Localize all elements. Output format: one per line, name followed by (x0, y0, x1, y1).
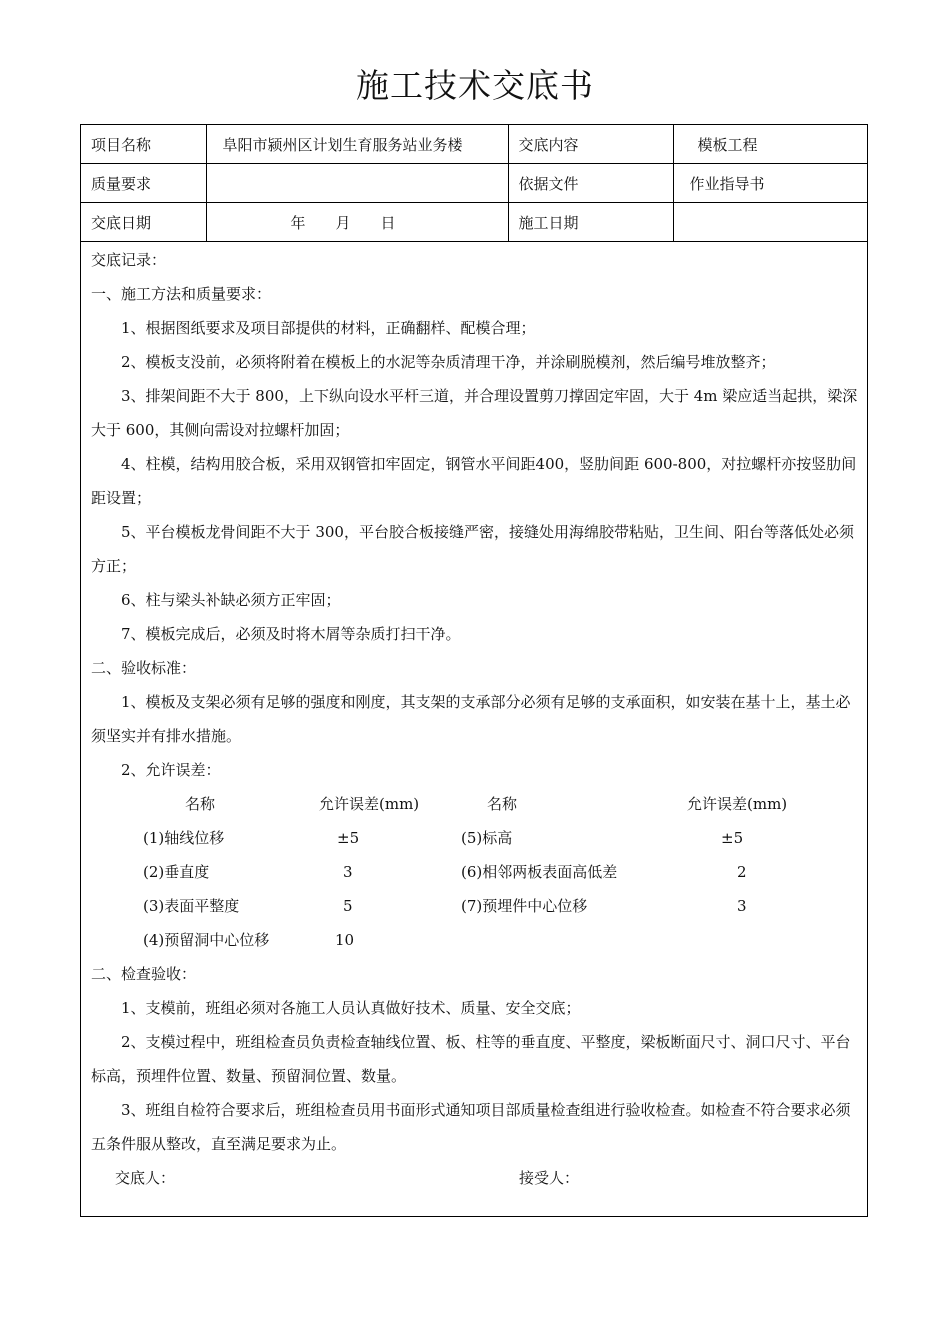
tolerance-col-name: 名称 (185, 795, 216, 813)
section1-item: 4、柱模，结构用胶合板，采用双钢管扣牢固定，钢管水平间距400，竖肋间距 600-800，对拉螺杆亦按竖肋间距设置； (91, 455, 857, 507)
tolerance-item-value: 10 (335, 931, 355, 949)
tolerance-row (91, 821, 859, 855)
section1-item: 5、平台模板龙骨间距不大于 300，平台胶合板接缝严密，接缝处用海绵胶带粘贴，卫生间、阳台等落低处必须方正； (91, 523, 854, 575)
tolerance-item-value: 5 (343, 897, 353, 915)
document-frame (80, 124, 868, 1217)
section1-item: 1、根据图纸要求及项目部提供的材料，正确翻样、配模合理； (121, 319, 536, 337)
tolerance-col-value: 允许误差(mm) (687, 795, 788, 813)
tolerance-item-name: (3)表面平整度 (143, 897, 240, 915)
tolerance-item-value: ±5 (721, 829, 744, 847)
section1-item: 6、柱与梁头补缺必须方正牢固； (121, 591, 341, 609)
tolerance-col-value: 允许误差(mm) (319, 795, 420, 813)
section1-item: 3、排架间距不大于 800，上下纵向设水平杆三道，并合理设置剪刀撑固定牢固，大于 4m 梁应适当起拱，梁深大于 600，其侧向需设对拉螺杆加固； (91, 387, 858, 439)
tolerance-item-name: (4)预留洞中心位移 (143, 931, 270, 949)
section3-item: 1、支模前，班组必须对各施工人员认真做好技术、质量、安全交底； (121, 999, 581, 1017)
value-quality (206, 164, 508, 203)
signature-row (91, 1161, 859, 1195)
label-basis: 依据文件 (508, 164, 673, 203)
giver-signature-label: 交底人： (115, 1169, 176, 1187)
label-content: 交底内容 (508, 125, 673, 164)
value-date: 年 月 日 (206, 203, 508, 242)
section2-heading: 二、验收标准： (91, 659, 197, 677)
label-quality: 质量要求 (81, 164, 206, 203)
tolerance-item-value: ±5 (337, 829, 360, 847)
tolerance-row (91, 923, 859, 957)
section2-item: 1、模板及支架必须有足够的强度和刚度，其支架的支承部分必须有足够的支承面积，如安装在基十上，基土必须坚实并有排水措施。 (91, 693, 851, 745)
tolerance-item-value: 3 (343, 863, 353, 881)
tolerance-item-name: (5)标高 (461, 829, 513, 847)
tolerance-item-value: 2 (737, 863, 747, 881)
section3-heading: 二、检查验收： (91, 965, 197, 983)
header-table (81, 125, 867, 242)
tolerance-table (91, 787, 859, 957)
value-basis: 作业指导书 (673, 164, 867, 203)
section3-item: 2、支模过程中，班组检查员负责检查轴线位置、板、柱等的垂直度、平整度，梁板断面尺寸、洞口尺寸、平台标高，预埋件位置、数量、预留洞位置、数量。 (91, 1033, 851, 1085)
header-row-project (81, 125, 867, 164)
tolerance-item-name: (7)预埋件中心位移 (461, 897, 588, 915)
record-body (91, 243, 859, 1195)
section2-item: 2、允许误差： (121, 761, 221, 779)
section1-heading: 一、施工方法和质量要求： (91, 285, 272, 303)
tolerance-row (91, 889, 859, 923)
tolerance-item-name: (6)相邻两板表面高低差 (461, 863, 618, 881)
label-construction-date: 施工日期 (508, 203, 673, 242)
label-project-name: 项目名称 (81, 125, 206, 164)
section1-item: 7、模板完成后，必须及时将木屑等杂质打扫干净。 (121, 625, 461, 643)
label-date: 交底日期 (81, 203, 206, 242)
section3-item: 3、班组自检符合要求后，班组检查员用书面形式通知项目部质量检查组进行验收检查。如检查不符合要求必须五条件服从整改，直至满足要求为止。 (91, 1101, 851, 1153)
document-title: 施工技术交底书 (356, 66, 594, 105)
value-construction-date (673, 203, 867, 242)
tolerance-item-name: (2)垂直度 (143, 863, 210, 881)
tolerance-item-name: (1)轴线位移 (143, 829, 225, 847)
value-project-name: 阜阳市颍州区计划生育服务站业务楼 (206, 125, 508, 164)
header-row-quality (81, 164, 867, 203)
tolerance-item-value: 3 (737, 897, 747, 915)
tolerance-header-row (91, 787, 859, 821)
tolerance-col-name: 名称 (487, 795, 518, 813)
header-row-date (81, 203, 867, 242)
receiver-signature-label: 接受人： (519, 1169, 580, 1187)
record-label: 交底记录： (91, 251, 167, 269)
tolerance-row (91, 855, 859, 889)
value-content: 模板工程 (673, 125, 867, 164)
section1-item: 2、模板支没前，必须将附着在模板上的水泥等杂质清理干净，并涂刷脱模剂，然后编号堆放整齐； (121, 353, 776, 371)
